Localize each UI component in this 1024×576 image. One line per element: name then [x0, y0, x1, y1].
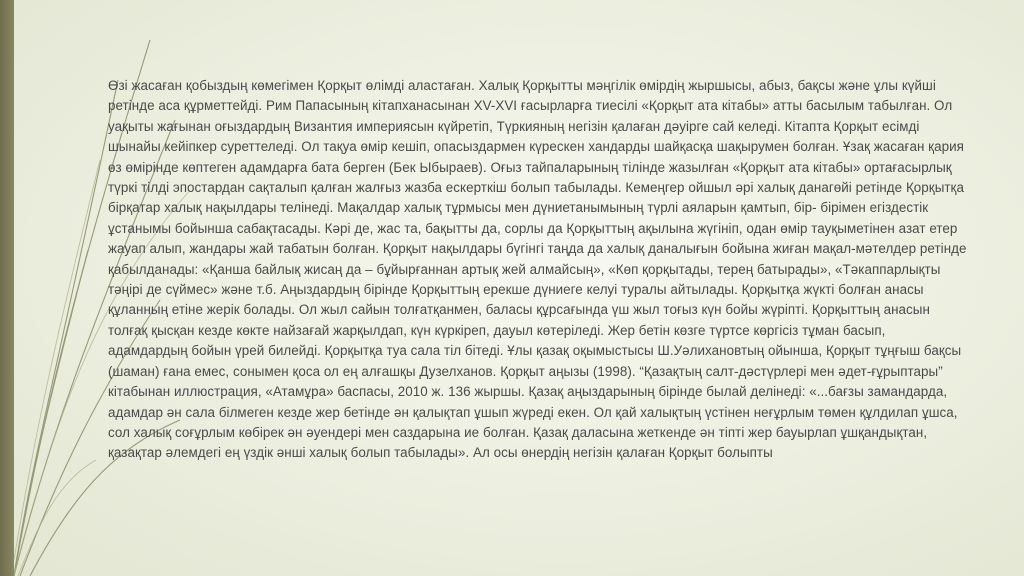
body-paragraph: Өзі жасаған қобыздың көмегімен Қорқыт өлімді аластаған. Халық Қорқытты мәңгілік өмірдің жыршысы, абыз, бақсы және ұлы күйші ретінде аса құрметтейді. Рим Папасының кітапханасынан XV-XVI ғасырларға тиесілі «Қорқыт ата кітабы» атты басылым табылған. Ол уақыты жағынан оғыздардың Византия империясын күйретіп, Түркияның негізін қалаған дәуірге сай келеді. Кітапта Қорқыт есімді шынайы кейіпкер суреттеледі. Ол тақуа өмір кешіп, опасыздармен күрескен хандарды шайқасқа шақырумен болған. Ұзақ жасаған қария өз өмірінде көптеген адамдарға бата берген (Бек Ыбыраев). Оғыз тайпаларының тілінде жазылған «Қорқыт ата кітабы» ортағасырлық түркі тілді эпостардан сақталып қалған жалғыз жазба ескерткіш болып табылады. Кемеңгер ойшыл әрі халық данагөйі ретінде Қорқытқа бірқатар халық нақылдары телінеді. Мақалдар халық тұрмысы мен дүниетанымының түрлі аяларын қамтып, бір- бірімен егіздестік ұстанымы бойынша сабақтасады. Кәрі де, жас та, бақытты да, сорлы да Қорқыттың ақылына жүгініп, одан өмір тауқыметінен азат етер жауап алып, жандары жай табатын болған. Қорқыт нақылдары бүгінгі таңда да халық даналығын бойына жиған мақал-мәтелдер ретінде қабылданады: «Қанша байлық жисаң да – бұйырғаннан артық жей алмайсың», «Көп қорқытады, терең батырады», «Тәкаппарлықты тәңірі де сүймес» және т.б. Аңыздардың бірінде Қорқыттың ерекше дүниеге келуі туралы айтылады. Қорқытқа жүкті болған анасы құланның етіне жерік болады. Ол жыл сайын толғатқанмен, баласы құрсағында үш жыл тоғыз күн бойы жүріпті. Қорқыттың анасын толғақ қысқан кезде көкте найзағай жарқылдап, күн күркіреп, дауыл көтеріледі. Жер бетін көзге түртсе көргісіз тұман басып, адамдардың бойын үрей билейді. Қорқытқа туа сала тіл бітеді. Ұлы қазақ оқымыстысы Ш.Уәлихановтың ойынша, Қорқыт тұңғыш бақсы (шаман) ғана емес, сонымен қоса ол ең алғашқы Дузелханов. Қорқыт аңызы (1998). “Қазақтың салт-дәстүрлері мен әдет-ғұрыптары” кітабынан иллюстрация, «Атамұра» баспасы, 2010 ж. 136 жыршы. Қазақ аңыздарының бірінде былай делінеді: «...бағзы замандарда, адамдар ән сала білмеген кезде жер бетінде ән қалықтап ұшып жүреді екен. Ол қай халықтың үстінен неғұрлым төмен құлдилап ұшса, сол халық соғұрлым көбірек ән әуендері мен саздарына ие болған. Қазақ даласына жеткенде ән тіпті жер бауырлап ұшқандықтан, қазақтар әлемдегі ең үздік әнші халық болып табылады». Ал осы өнердің негізін қалаған Қорқыт болыпты: [108, 78, 967, 461]
body-text-box: [108, 76, 968, 464]
